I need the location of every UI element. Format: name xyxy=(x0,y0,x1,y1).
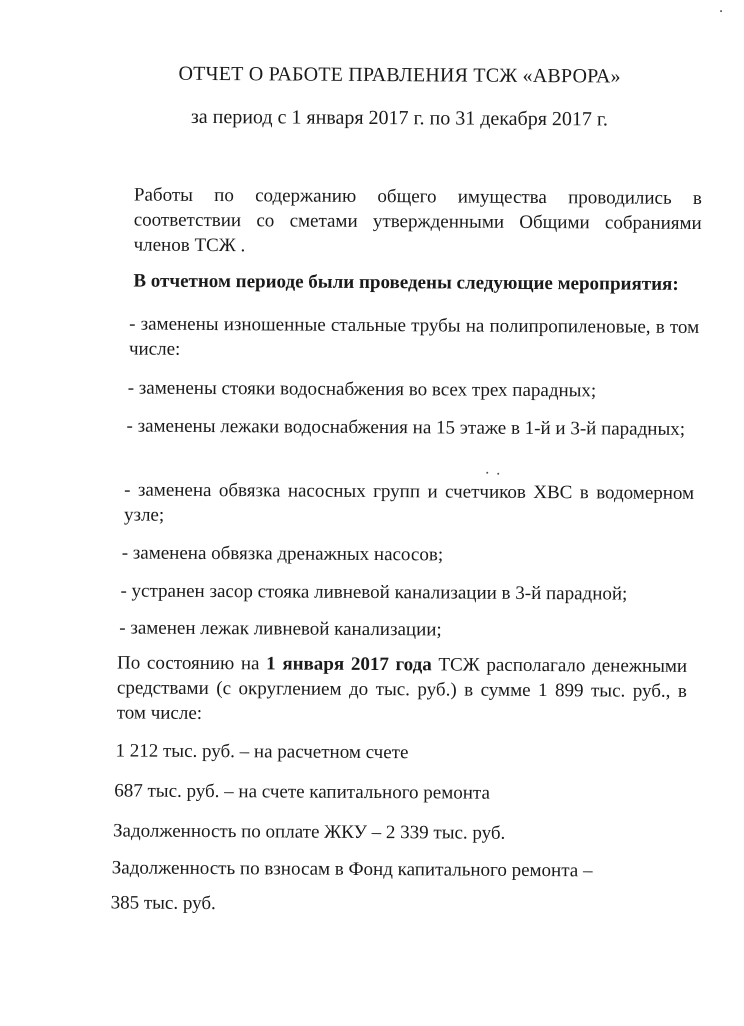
funds-paragraph xyxy=(117,650,687,728)
funds-date: 1 января 2017 года xyxy=(266,653,432,676)
debt-capital-line: Задолженность по взносам в Фонд капитального ремонта – xyxy=(111,857,593,882)
activity-item: - заменена обвязка дренажных насосов; xyxy=(121,542,444,566)
funds-suffix: ТСЖ располагало денежными средствами (с округлением до тыс. руб.) в сумме 1 899 тыс. руб., в том числе: xyxy=(116,654,688,724)
scan-speck xyxy=(497,473,499,475)
activity-item: - заменена обвязка насосных групп и счетчиков ХВС в водомерном узле; xyxy=(123,479,695,526)
debt-utilities-line: Задолженность по оплате ЖКУ – 2 339 тыс. руб. xyxy=(112,820,506,844)
report-title: ОТЧЕТ О РАБОТЕ ПРАВЛЕНИЯ ТСЖ «АВРОРА» xyxy=(178,62,621,88)
scan-speck xyxy=(486,472,488,474)
funds-prefix: По состоянию на xyxy=(117,652,267,675)
activity-item: - заменены лежаки водоснабжения на 15 этаже в 1-й и 3-й парадных; xyxy=(126,415,686,440)
activity-item: - заменены стояки водоснабжения во всех трех парадных; xyxy=(127,377,597,402)
report-period: за период с 1 января 2017 г. по 31 декабря 2017 г. xyxy=(190,105,608,131)
activity-item: - устранен засор стояка ливневой канализации в 3-й парадной; xyxy=(120,580,628,605)
intro-paragraph: Работы по содержанию общего имущества проводились в соответствии со сметами утвержденными Общими собраниями членов ТСЖ . xyxy=(133,184,702,257)
scan-speck xyxy=(720,10,722,12)
activities-heading: В отчетном периоде были проведены следующие мероприятия: xyxy=(133,270,679,295)
funds-capital-line: 687 тыс. руб. – на счете капитального ремонта xyxy=(114,780,490,804)
activity-item: - заменены изношенные стальные трубы на полипропиленовые, в том числе: xyxy=(128,313,700,360)
funds-account-line: 1 212 тыс. руб. – на расчетном счете xyxy=(115,740,409,764)
activity-item: - заменен лежак ливневой канализации; xyxy=(119,617,442,641)
debt-capital-amount: 385 тыс. руб. xyxy=(110,892,216,915)
